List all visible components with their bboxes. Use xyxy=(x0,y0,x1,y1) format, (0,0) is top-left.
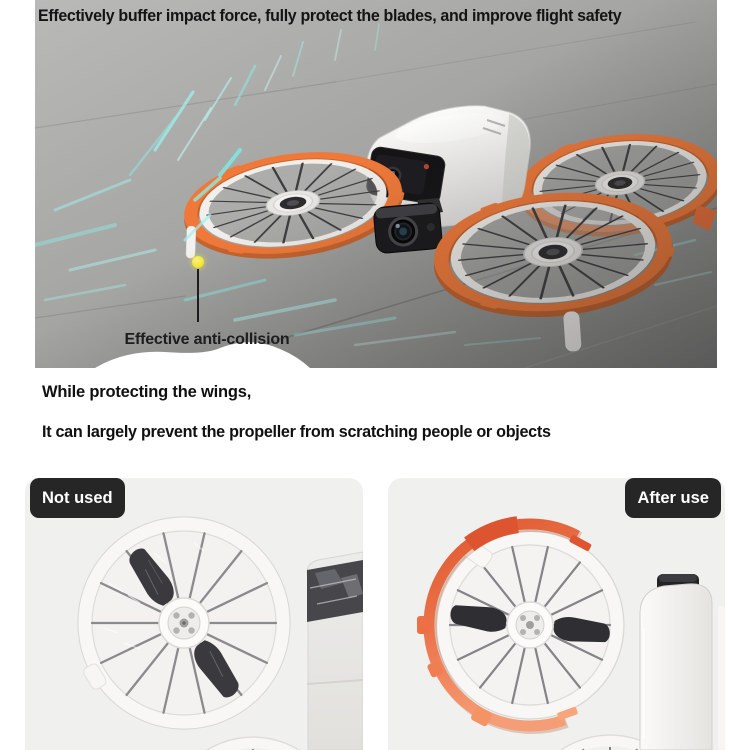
description-line-2: It can largely prevent the propeller from scratching people or objects xyxy=(42,423,551,441)
badge-not-used: Not used xyxy=(30,478,125,518)
wing-sliver xyxy=(718,606,725,750)
description-line-1: While protecting the wings, xyxy=(42,383,252,401)
callout-pointer-line xyxy=(197,269,199,322)
propeller-wheel-unguarded xyxy=(78,517,290,729)
hero-photo xyxy=(35,0,717,368)
propeller-wheel-guarded xyxy=(417,524,624,728)
badge-after-use: After use xyxy=(625,478,721,518)
comparison-panel-not-used xyxy=(25,478,363,750)
guard-tab-left xyxy=(417,616,430,634)
photo-vignette xyxy=(35,0,717,368)
comparison-panel-after-use xyxy=(388,478,725,750)
headline: Effectively buffer impact force, fully protect the blades, and improve flight safety xyxy=(38,7,622,25)
drone-illustration xyxy=(35,0,717,368)
unguarded-propeller-illustration xyxy=(25,478,363,750)
drone-body-part xyxy=(307,552,363,750)
drone-arm xyxy=(640,574,725,750)
callout-label: Effective anti-collision xyxy=(124,331,290,348)
anti-collision-marker-dot xyxy=(192,256,204,268)
guarded-propeller-illustration xyxy=(388,478,725,750)
